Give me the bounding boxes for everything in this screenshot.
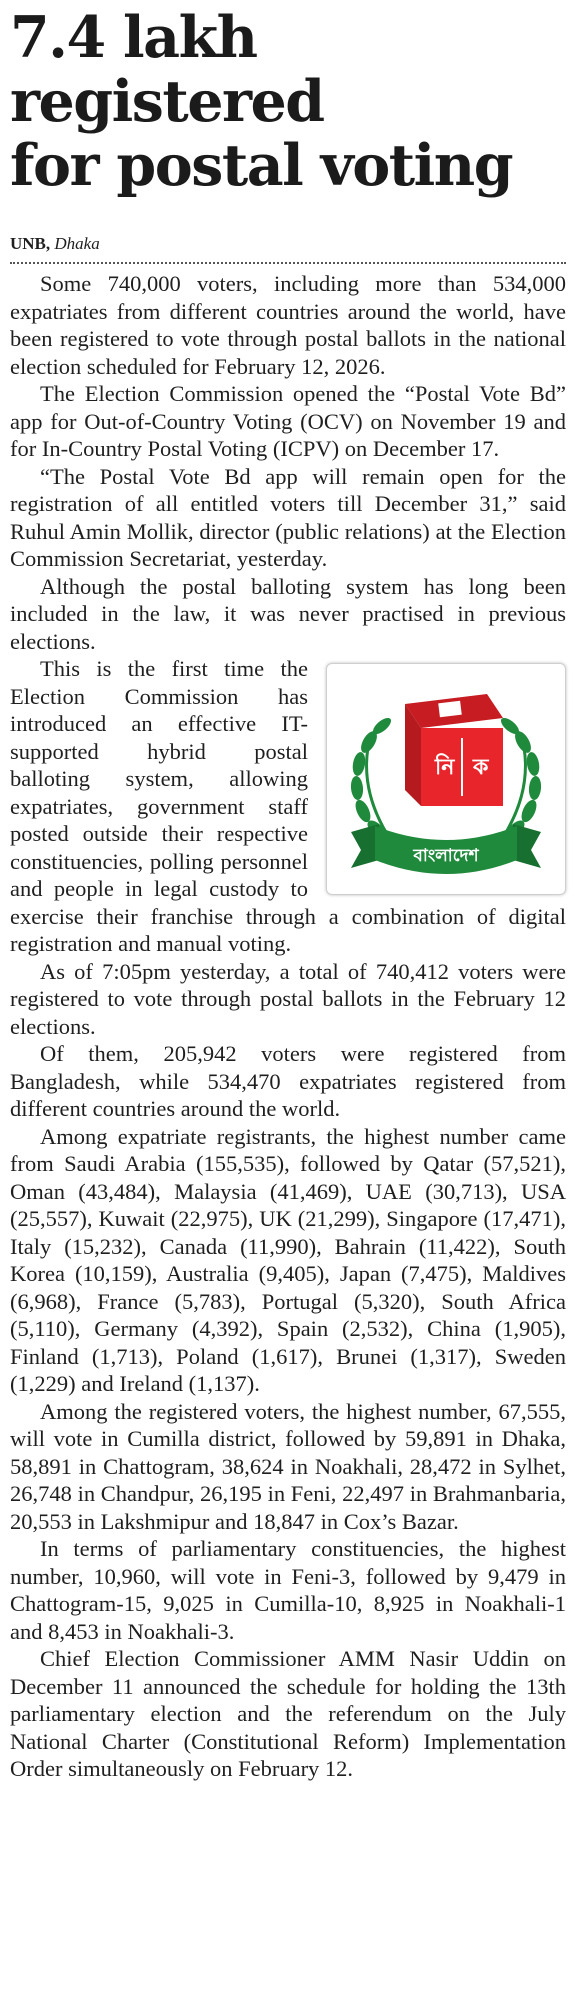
byline-source: UNB, xyxy=(10,234,51,253)
paragraph: “The Postal Vote Bd app will remain open for the registration of all entitled voters till December 31,” said Ruhul Amin Mollik, director (public relations) at the Election Commission Secretariat, yesterday. xyxy=(10,463,566,571)
paragraph: As of 7:05pm yesterday, a total of 740,412 voters were registered to vote through postal ballots in the February 12 elections. xyxy=(10,958,566,1039)
election-commission-logo xyxy=(326,663,566,895)
byline xyxy=(10,234,566,256)
paragraph: This is the first time the Election Commission has introduced an effective IT-supported hybrid postal balloting system, allowing expatriates, government staff posted outside their respective constituencies, polling personnel and people in legal custody to exercise their franchise through a combination of digital registration and manual voting. xyxy=(10,656,566,956)
headline xyxy=(10,6,566,198)
logo-ribbon-text: বাংলাদেশ xyxy=(413,846,479,866)
paragraph: Among expatriate registrants, the highest number came from Saudi Arabia (155,535), followed by Qatar (57,521), Oman (43,484), Malaysia (41,469), UAE (30,713), USA (25,557), Kuwait (22,975), UK (21,299), Singapore (17,471), Italy (15,232), Canada (11,990), Bahrain (11,422), South Korea (10,159), Australia (9,405), Japan (7,475), Maldives (6,968), France (5,783), Portugal (5,320), South Africa (5,110), Germany (4,392), Spain (2,532), China (1,905), Finland (1,713), Poland (1,617), Brunei (1,317), Sweden (1,229) and Ireland (1,137). xyxy=(10,1123,566,1396)
paragraph: The Election Commission opened the “Postal Vote Bd” app for Out-of-Country Voting (OCV) on November 19 and for In-Country Postal Voting (ICPV) on December 17. xyxy=(10,381,566,461)
article-body xyxy=(10,270,566,1783)
paragraph: Of them, 205,942 voters were registered from Bangladesh, while 534,470 expatriates registered from different countries around the world. xyxy=(10,1041,566,1121)
paragraph: Some 740,000 voters, including more than 534,000 expatriates from different countries around the world, have been registered to vote through postal ballots in the national election scheduled for February 12, 2026. xyxy=(10,271,566,379)
paragraph: Chief Election Commissioner AMM Nasir Uddin on December 11 announced the schedule for holding the 13th parliamentary election and the referendum on the July National Charter (Constitutional Reform) Implementation Order simultaneously on February 12. xyxy=(10,1646,566,1781)
election-commission-seal-icon xyxy=(327,664,565,894)
paragraph: Although the postal balloting system has long been included in the law, it was never practised in previous elections. xyxy=(10,573,566,654)
byline-divider xyxy=(10,262,566,264)
headline-line-1: 7.4 lakh registered xyxy=(10,4,324,135)
paragraph: In terms of parliamentary constituencies, the highest number, 10,960, will vote in Feni-3, followed by 9,479 in Chattogram-15, 9,025 in Cumilla-10, 8,925 in Noakhali-1 and 8,453 in Noakhali-3. xyxy=(10,1536,566,1644)
logo-box-text-left: নি xyxy=(435,755,455,780)
logo-box-text-right: ক xyxy=(473,755,489,780)
news-article xyxy=(10,6,566,1783)
paragraph: Among the registered voters, the highest number, 67,555, will vote in Cumilla district, followed by 59,891 in Dhaka, 58,891 in Chattogram, 38,624 in Noakhali, 28,472 in Sylhet, 26,748 in Chandpur, 26,195 in Feni, 22,497 in Brahmanbaria, 20,553 in Lakshmipur and 18,847 in Cox’s Bazar. xyxy=(10,1398,566,1534)
headline-line-2: for postal voting xyxy=(10,132,513,199)
byline-location: Dhaka xyxy=(54,234,100,253)
